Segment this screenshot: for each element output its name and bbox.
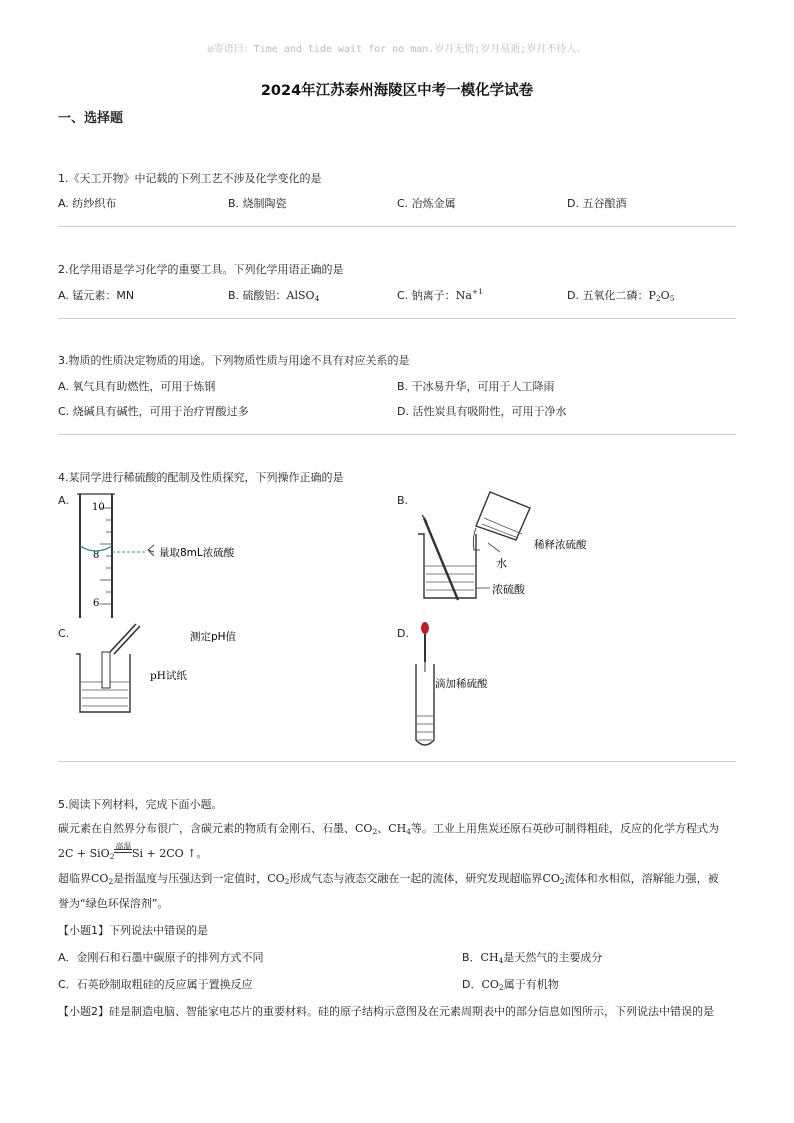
q3-option-c[interactable]: C. 烧碱具有碱性，可用于治疗胃酸过多 xyxy=(58,405,249,418)
passage-text: 是指温度与压强达到一定值时， xyxy=(113,872,268,885)
page-title: 2024年江苏泰州海陵区中考一模化学试卷 xyxy=(260,83,534,99)
scale-label-top: 10 xyxy=(92,502,105,513)
q2-option-d[interactable] xyxy=(567,287,674,303)
figure-a-caption: 量取8mL浓硫酸 xyxy=(159,547,235,559)
formula-subscript: 2 xyxy=(498,983,504,992)
passage-text: 形成气态与液态交融在一起的流体，研究发现超临界 xyxy=(289,872,543,885)
passage-text: 碳元素在自然界分布很广，含碳元素的物质有金刚石、石墨、 xyxy=(58,822,355,835)
figure-c-caption: 测定pH值 xyxy=(190,631,237,643)
formula-co2: CO xyxy=(91,872,109,885)
equation-end: 。 xyxy=(196,847,208,860)
q1-option-c[interactable]: C. 冶炼金属 xyxy=(397,197,456,210)
q5-sub1-option-c[interactable]: C．石英砂制取粗硅的反应属于置换反应 xyxy=(58,978,253,991)
q2-option-d-p-sub: 2 xyxy=(655,294,661,303)
divider xyxy=(58,434,736,435)
ph-paper-label: pH试纸 xyxy=(150,670,187,682)
ph-paper xyxy=(102,652,110,688)
q5-sub1-option-a[interactable]: A．金刚石和石墨中碳原子的排列方式不同 xyxy=(58,951,264,964)
q1-stem: 1.《天工开物》中记载的下列工艺不涉及化学变化的是 xyxy=(58,172,322,185)
q3-option-d[interactable]: D. 活性炭具有吸附性，可用于净水 xyxy=(397,405,567,418)
option-label: B． xyxy=(462,951,481,964)
tweezers-right xyxy=(114,626,140,654)
figure-d-caption: 滴加稀硫酸 xyxy=(435,678,488,690)
q1-option-a[interactable]: A. 纺纱织布 xyxy=(58,197,117,210)
q4-option-c-label[interactable]: C. xyxy=(58,627,70,640)
q2-option-b-label: B. 硫酸铝： xyxy=(228,289,287,302)
divider xyxy=(58,761,736,762)
q5-passage-line3: 誉为“绿色环保溶剂”。 xyxy=(58,897,169,910)
formula-subscript: 4 xyxy=(406,827,412,836)
q2-option-b-subscript: 4 xyxy=(314,294,320,303)
dropper-bulb xyxy=(421,622,429,634)
option-text: 是天然气的主要成分 xyxy=(503,951,603,964)
q5-sub2-stem: 【小题2】硅是制造电脑、智能家电芯片的重要材料。硅的原子结构示意图及在元素周期表中的部分信息如图所示，下列说法中错误的是 xyxy=(58,1005,714,1018)
passage-text: 、 xyxy=(377,822,389,835)
formula-subscript: 2 xyxy=(559,877,565,886)
passage-text: 等。工业上用焦炭还原石英砂可制得粗硅，反应的化学方程式为 xyxy=(411,822,720,835)
scale-label-mid: 8 xyxy=(93,550,100,561)
figure-b-caption: 稀释浓硫酸 xyxy=(534,539,587,551)
passage-text: 流体和水相似，溶解能力强，被 xyxy=(564,872,719,885)
q1-option-d[interactable]: D. 五谷酿酒 xyxy=(567,197,627,210)
equation-condition: 高温 xyxy=(115,842,132,851)
section-heading: 一、选择题 xyxy=(58,111,124,126)
q1-option-b[interactable]: B. 烧制陶瓷 xyxy=(228,197,287,210)
water-pointer xyxy=(488,543,500,552)
test-tube-liquid xyxy=(417,716,433,740)
q2-option-b[interactable] xyxy=(228,287,319,303)
passage-text: 超临界 xyxy=(58,872,91,885)
figure-dilution-beaker[interactable] xyxy=(410,488,620,618)
formula-subscript: 4 xyxy=(498,956,504,965)
q4-option-b-label[interactable]: B. xyxy=(397,494,409,507)
q5-passage-line2 xyxy=(58,866,738,891)
q2-stem: 2.化学用语是学习化学的重要工具。下列化学用语正确的是 xyxy=(58,263,344,276)
option-text: 属于有机物 xyxy=(503,978,559,991)
q5-equation xyxy=(58,841,738,866)
acid-label: 浓硫酸 xyxy=(492,583,525,596)
formula-subscript: 2 xyxy=(108,877,114,886)
q4-stem: 4.某同学进行稀硫酸的配制及性质探究，下列操作正确的是 xyxy=(58,471,344,484)
q2-option-d-p: P xyxy=(648,289,656,302)
divider xyxy=(58,226,736,227)
equation-products: Si + 2CO ↑ xyxy=(131,847,197,860)
figure-measuring-cylinder[interactable] xyxy=(68,486,268,621)
formula-subscript: 2 xyxy=(372,827,378,836)
equation-arrow xyxy=(114,841,131,866)
cylinder-scale xyxy=(100,508,112,604)
q2-option-d-label: D. 五氧化二磷： xyxy=(567,289,649,302)
formula-co2: CO xyxy=(481,978,499,991)
q5-sub1-option-d[interactable] xyxy=(462,976,559,992)
q2-option-c-charge: +1 xyxy=(471,287,483,296)
q2-option-c[interactable] xyxy=(397,287,483,303)
q3-option-a[interactable]: A. 氧气具有助燃性，可用于炼钢 xyxy=(58,380,216,393)
q3-option-b[interactable]: B. 干冰易升华，可用于人工降雨 xyxy=(397,380,555,393)
glass-rod xyxy=(424,518,458,600)
q5-stem: 5.阅读下列材料，完成下面小题。 xyxy=(58,798,223,811)
formula-subscript: 2 xyxy=(284,877,290,886)
tweezers-left xyxy=(110,624,136,652)
formula-ch4: CH xyxy=(480,951,499,964)
formula-co2: CO xyxy=(355,822,373,835)
q2-option-d-o: O xyxy=(660,289,670,302)
scale-label-bottom: 6 xyxy=(93,598,100,609)
q2-option-c-formula: Na xyxy=(455,289,472,302)
header-motto: ◎寄语曰：Time and tide wait for no man.岁月无情;岁月易逝;岁月不待人。 xyxy=(207,44,587,55)
upper-beaker xyxy=(476,492,530,540)
equation-reactants: 2C + SiO xyxy=(58,847,110,860)
equation-subscript: 2 xyxy=(109,852,115,861)
q2-option-d-o-sub: 5 xyxy=(669,294,675,303)
q2-option-a[interactable]: A. 锰元素：MN xyxy=(58,289,135,302)
q3-stem: 3.物质的性质决定物质的用途。下列物质性质与用途不具有对应关系的是 xyxy=(58,354,410,367)
eye-icon xyxy=(148,545,154,556)
q5-sub1-option-b[interactable] xyxy=(462,949,602,965)
water-label: 水 xyxy=(496,557,507,570)
figure-dropper-tube[interactable] xyxy=(410,620,530,752)
q2-option-b-formula: AlSO xyxy=(286,289,315,302)
figure-ph-test[interactable] xyxy=(74,618,274,718)
q5-sub1-stem: 【小题1】下列说法中错误的是 xyxy=(58,924,208,937)
formula-co2: CO xyxy=(542,872,560,885)
formula-co2: CO xyxy=(267,872,285,885)
option-label: D． xyxy=(462,978,482,991)
q2-option-c-label: C. 钠离子： xyxy=(397,289,456,302)
q4-option-d-label[interactable]: D. xyxy=(397,627,409,640)
q4-option-a-label[interactable]: A. xyxy=(58,494,69,507)
q5-passage-line1 xyxy=(58,816,738,841)
test-tube xyxy=(416,664,434,745)
formula-ch4: CH xyxy=(388,822,407,835)
divider xyxy=(58,318,736,319)
